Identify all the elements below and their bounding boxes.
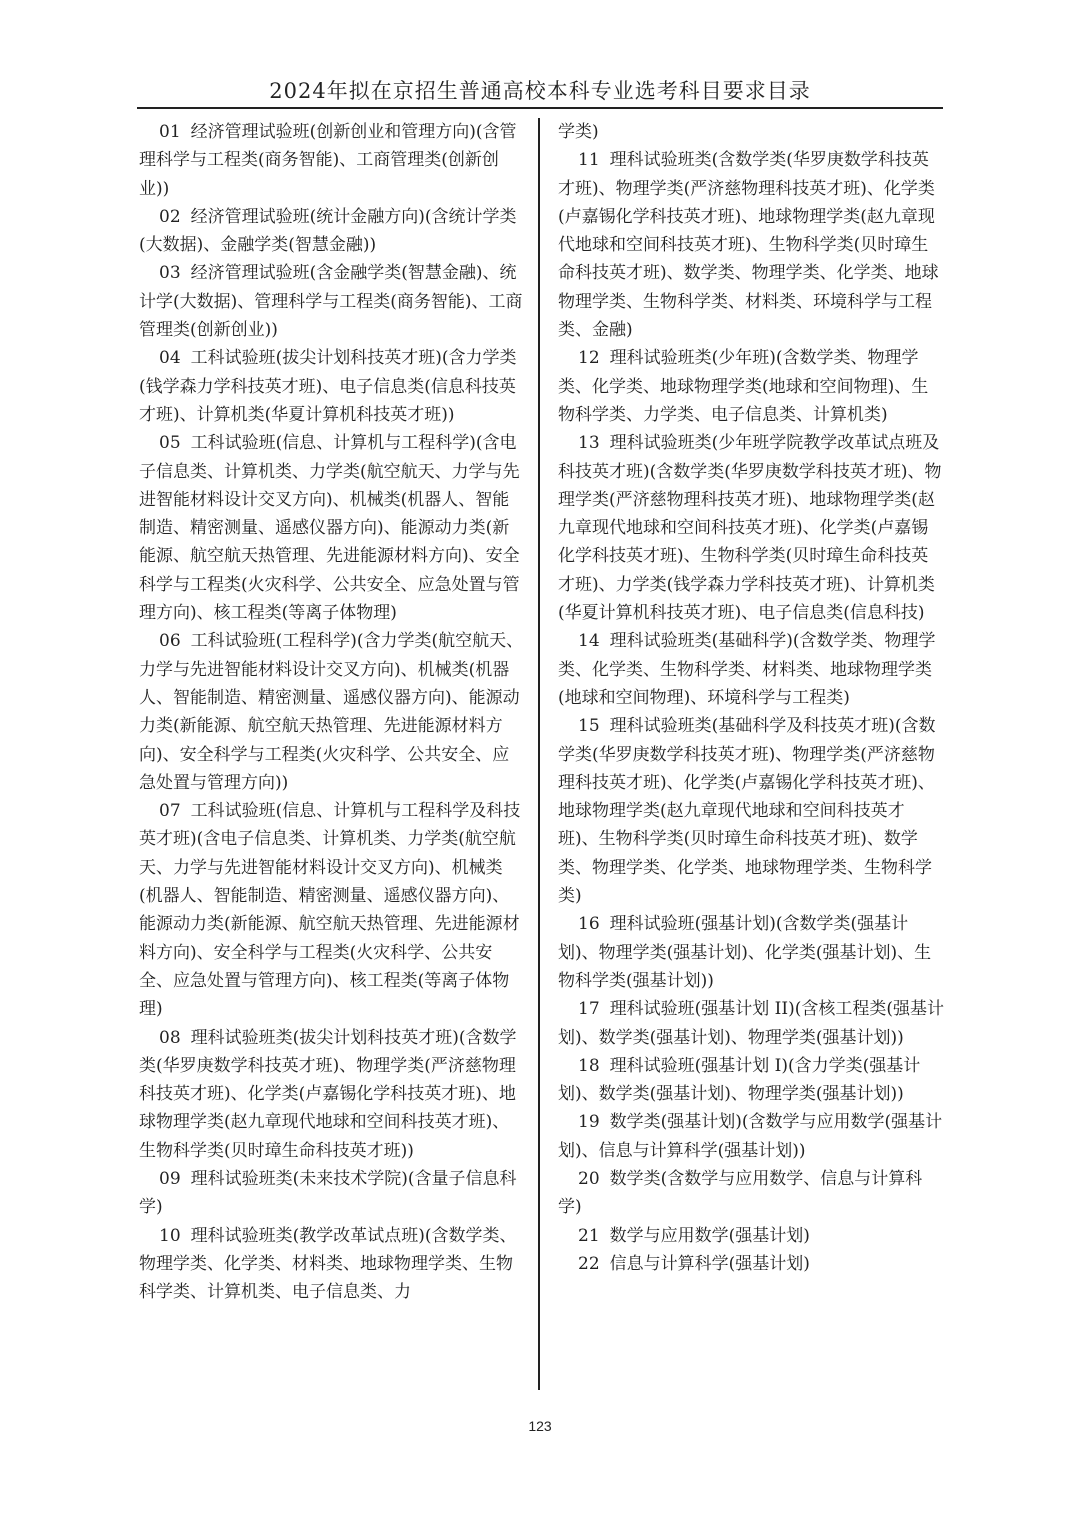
list-item (558, 1052, 944, 1109)
right-column (558, 118, 944, 1278)
entry-text: 数学与应用数学(强基计划) (609, 1225, 810, 1246)
column-divider (538, 118, 540, 1390)
entry-number: 22 (578, 1253, 600, 1274)
entry-text: 理科试验班类(含数学类(华罗庚数学科技英才班)、物理学类(严济慈物理科技英才班)、化学类(卢嘉锡化学科技英才班)、地球物理学类(赵九章现代地球和空间科技英才班)、生物科学类(贝时璋生命科技英才班)、数学类、物理学类、化学类、地球物理学类、生物科学类、材料类、环境科学与工程类、金融) (558, 150, 939, 341)
entry-number: 05 (159, 433, 181, 454)
list-item (558, 344, 944, 429)
list-item (558, 1222, 944, 1250)
list-item (139, 344, 524, 429)
entry-text: 工科试验班(信息、计算机与工程科学及科技英才班)(含电子信息类、计算机类、力学类(航空航天、力学与先进智能材料设计交叉方向)、机械类(机器人、智能制造、精密测量、遥感仪器方向)、能源动力类(新能源、航空航天热管理、先进能源材料方向)、安全科学与工程类(火灾科学、公共安全、应急处置与管理方向)、核工程类(等离子体物理) (139, 801, 521, 1020)
list-item (139, 797, 524, 1023)
entry-number: 13 (578, 433, 600, 454)
entry-text: 理科试验班类(未来技术学院)(含量子信息科学) (139, 1168, 517, 1218)
entry-text: 信息与计算科学(强基计划) (609, 1253, 810, 1274)
entry-text: 理科试验班(强基计划 II)(含核工程类(强基计划)、数学类(强基计划)、物理学类(强基计划)) (558, 999, 945, 1048)
entry-text: 理科试验班类(基础科学)(含数学类、物理学类、化学类、生物科学类、材料类、地球物理学类(地球和空间物理)、环境科学与工程类) (558, 631, 936, 708)
entry-text: 理科试验班类(基础科学及科技英才班)(含数学类(华罗庚数学科技英才班)、物理学类(严济慈物理科技英才班)、化学类(卢嘉锡化学科技英才班)、地球物理学类(赵九章现代地球和空间科技英才班)、生物科学类(贝时璋生命科技英才班)、数学类、物理学类、化学类、地球物理学类、生物科学类) (558, 716, 936, 907)
entry-text: 工科试验班(信息、计算机与工程科学)(含电子信息类、计算机类、力学类(航空航天、力学与先进智能材料设计交叉方向)、机械类(机器人、智能制造、精密测量、遥感仪器方向)、能源动力类(新能源、航空航天热管理、先进能源材料方向)、安全科学与工程类(火灾科学、公共安全、应急处置与管理方向)、核工程类(等离子体物理) (139, 433, 520, 624)
list-item (558, 995, 944, 1052)
list-item (558, 1165, 944, 1222)
list-item (558, 1108, 944, 1165)
list-item (139, 627, 524, 797)
entry-text: 理科试验班类(少年班)(含数学类、物理学类、化学类、地球物理学类(地球和空间物理)、生物科学类、力学类、电子信息类、计算机类) (558, 348, 929, 425)
list-item (139, 118, 524, 203)
entry-number: 06 (159, 631, 181, 652)
entry-text: 理科试验班(强基计划 I)(含力学类(强基计划)、数学类(强基计划)、物理学类(强基计划)) (558, 1055, 921, 1105)
entry-number: 04 (159, 348, 181, 369)
entry-number: 07 (159, 801, 181, 822)
list-item (558, 627, 944, 712)
entry-text: 理科试验班类(少年班学院教学改革试点班及科技英才班)(含数学类(华罗庚数学科技英才班)、物理学类(严济慈物理科技英才班)、地球物理学类(赵九章现代地球和空间科技英才班)、化学类(卢嘉锡化学科技英才班)、生物科学类(贝时璋生命科技英才班)、力学类(钱学森力学科技英才班)、计算机类(华夏计算机科技英才班)、电子信息类(信息科技) (558, 433, 942, 624)
entry-number: 21 (578, 1225, 600, 1246)
list-item (139, 1165, 524, 1222)
entry-text: 数学类(强基计划)(含数学与应用数学(强基计划)、信息与计算科学(强基计划)) (558, 1112, 943, 1161)
header-rule (137, 107, 943, 109)
list-item (558, 146, 944, 344)
list-item (558, 1250, 944, 1278)
list-item (139, 259, 524, 344)
entry-text: 经济管理试验班(创新创业和管理方向)(含管理科学与工程类(商务智能)、工商管理类(创新创业)) (139, 122, 517, 199)
entry-number: 01 (159, 122, 181, 142)
entry-number: 15 (578, 716, 600, 737)
entry-number: 11 (578, 150, 600, 171)
entry-number: 10 (159, 1225, 181, 1246)
list-item-continuation (558, 118, 944, 146)
entry-text: 理科试验班类(拔尖计划科技英才班)(含数学类(华罗庚数学科技英才班)、物理学类(严济慈物理科技英才班)、化学类(卢嘉锡化学科技英才班)、地球物理学类(赵九章现代地球和空间科技英才班)、生物科学类(贝时璋生命科技英才班)) (139, 1027, 517, 1161)
entry-number: 03 (159, 263, 181, 284)
entry-number: 16 (578, 914, 600, 935)
list-item (558, 910, 944, 995)
entry-number: 19 (578, 1112, 600, 1133)
page-title: 2024年拟在京招生普通高校本科专业选考科目要求目录 (269, 79, 811, 103)
entry-text: 工科试验班(工程科学)(含力学类(航空航天、力学与先进智能材料设计交叉方向)、机械类(机器人、智能制造、精密测量、遥感仪器方向)、能源动力类(新能源、航空航天热管理、先进能源材料方向)、安全科学与工程类(火灾科学、公共安全、应急处置与管理方向)) (139, 631, 524, 793)
list-item (139, 203, 524, 260)
entry-text: 经济管理试验班(含金融学类(智慧金融)、统计学(大数据)、管理科学与工程类(商务智能)、工商管理类(创新创业)) (139, 263, 523, 341)
list-item (139, 429, 524, 627)
entry-number: 14 (578, 631, 600, 652)
list-item (558, 429, 944, 627)
list-item (139, 1222, 524, 1307)
list-item (139, 1024, 524, 1165)
entry-number: 12 (578, 348, 600, 369)
page-number: 123 (528, 1418, 552, 1434)
entry-text: 数学类(含数学与应用数学、信息与计算科学) (558, 1168, 923, 1218)
entry-text: 理科试验班(强基计划)(含数学类(强基计划)、物理学类(强基计划)、化学类(强基计划)、生物科学类(强基计划)) (558, 914, 932, 991)
entry-number: 17 (578, 999, 600, 1020)
entry-text: 经济管理试验班(统计金融方向)(含统计学类(大数据)、金融学类(智慧金融)) (139, 206, 517, 256)
entry-number: 09 (159, 1168, 181, 1189)
entry-number: 02 (159, 206, 181, 227)
entry-number: 20 (578, 1168, 600, 1189)
list-item (558, 712, 944, 910)
left-column (139, 118, 524, 1306)
entry-number: 08 (159, 1027, 181, 1048)
entry-text: 工科试验班(拔尖计划科技英才班)(含力学类(钱学森力学科技英才班)、电子信息类(信息科技英才班)、计算机类(华夏计算机科技英才班)) (139, 348, 517, 425)
entry-number: 18 (578, 1055, 600, 1076)
entry-text: 理科试验班类(教学改革试点班)(含数学类、物理学类、化学类、材料类、地球物理学类、生物科学类、计算机类、电子信息类、力 (139, 1225, 517, 1303)
entry-text: 学类) (558, 122, 599, 142)
